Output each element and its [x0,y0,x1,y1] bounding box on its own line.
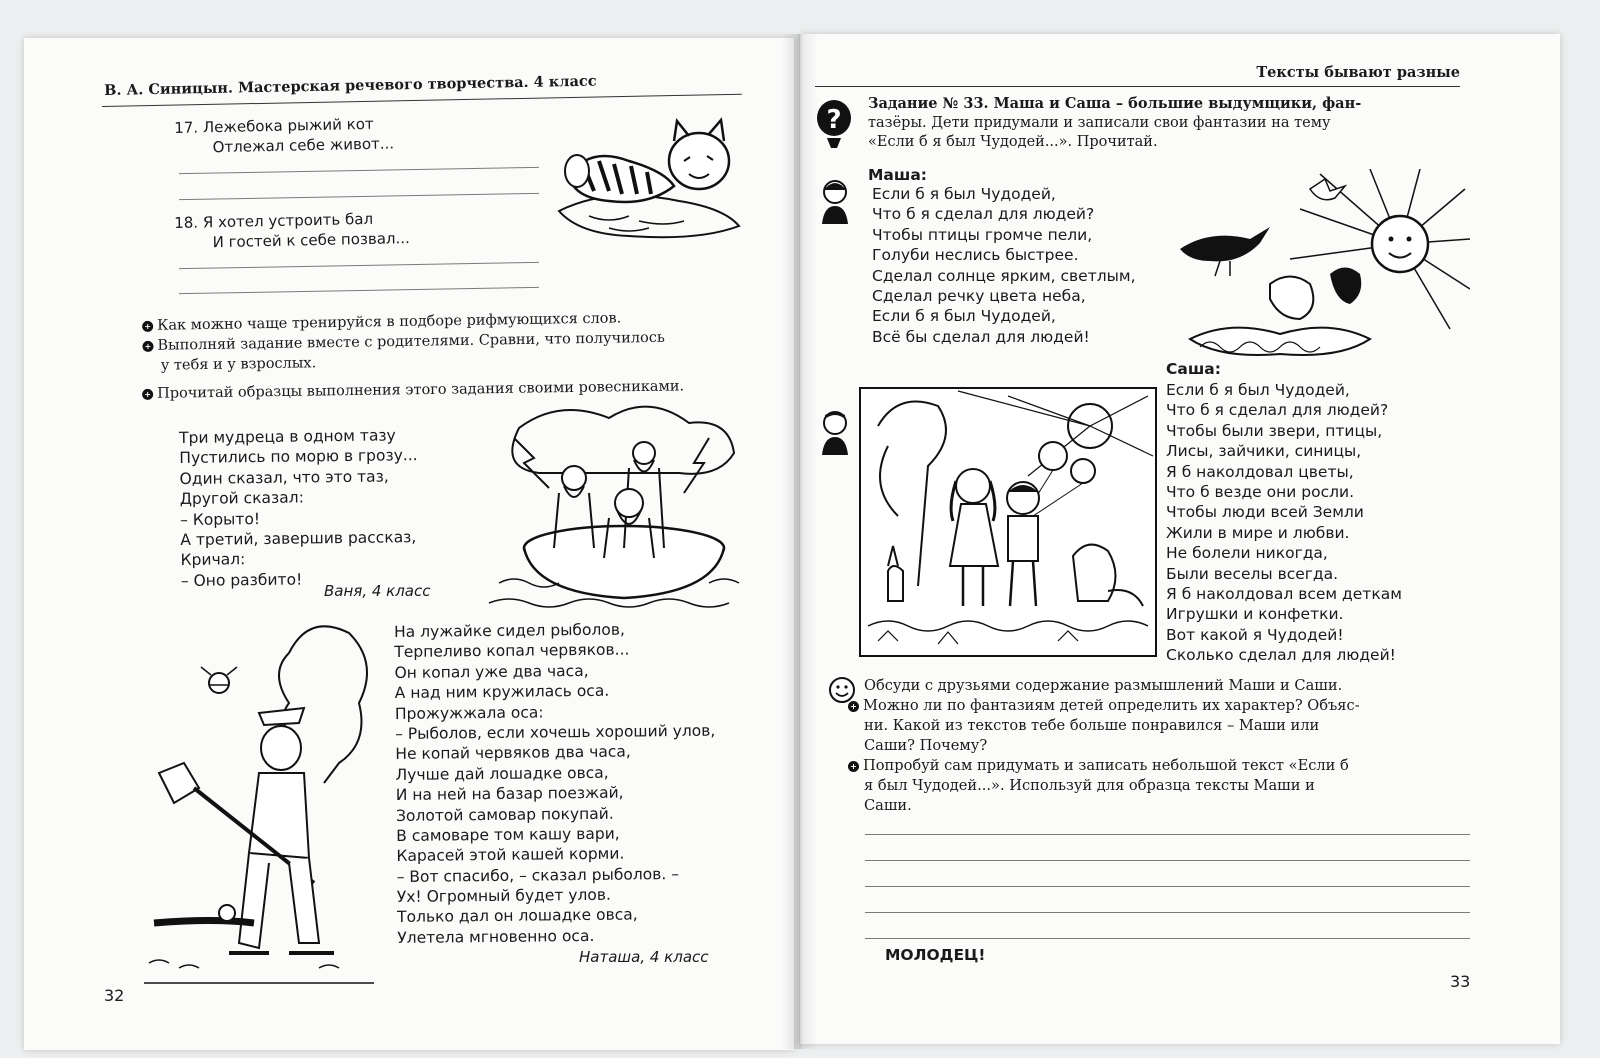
poem-line: И на ней на базар поезжай, [395,783,624,805]
right-page [800,34,1560,1044]
sasha-poem [1166,380,1402,665]
item-17-line: Лежебока рыжий кот [202,114,374,137]
task-33-text: «Если б я был Чудодей...». Прочитай. [868,134,1158,150]
poem-line: – Вот спасибо, – сказал рыболов. – [396,864,680,886]
poem-line: На лужайке сидел рыболов, [394,620,625,641]
poem-line: Всё бы сделал для людей! [872,327,1090,346]
poem-line: Голуби неслись быстрее. [872,246,1079,265]
poem-line: Были веселы всегда. [1166,564,1339,583]
item-18-line: Я хотел устроить бал [202,209,374,232]
bullet-icon: + [848,701,859,712]
poem-line: Не копай червяков два часа, [395,742,631,764]
answer-line[interactable] [179,167,539,174]
poem-line: Чтобы птицы громче пели, [872,225,1093,244]
bullet-icon: + [142,321,153,332]
tip-text: у тебя и у взрослых. [160,355,317,374]
poem-line: Я б наколдовал цветы, [1166,462,1354,481]
poem-line: В самоваре том кашу вари, [396,824,620,845]
poem-natasha [394,619,718,949]
masha-avatar [818,178,852,226]
poem-line: – Корыто! [180,509,261,529]
writing-line[interactable] [865,834,1470,835]
item-18 [174,208,410,253]
task-33-text: тазёры. Дети придумали и записали свои фантазии на тему [868,115,1331,131]
poem-line: Карасей этой кашей корми. [396,844,625,866]
writing-line[interactable] [865,860,1470,861]
poem-line: Лисы, зайчики, синицы, [1166,442,1362,461]
running-header-left: В. А. Синицын. Мастерская речевого творчества. 4 класс [104,72,597,99]
bullet-icon: + [142,389,153,400]
poem-line: Терпеливо копал червяков... [394,640,630,662]
writing-line[interactable] [865,938,1470,939]
left-page [24,38,794,1050]
poem-natasha-author: Наташа, 4 класс [579,948,709,966]
discussion-text: я был Чудодей...». Используй для образца тексты Маши и [864,777,1315,794]
running-header-right: Тексты бывают разные [1256,64,1460,81]
question-head-icon [815,98,853,152]
answer-line[interactable] [179,262,539,269]
poem-line: – Оно разбито! [180,570,303,590]
poem-line: Что б я сделал для людей? [872,205,1095,224]
poem-line: Что б везде они росли. [1166,482,1355,501]
three-sages-in-basin-illustration [479,398,764,618]
poem-line: Кричал: [180,550,246,570]
poem-line: Пустились по морю в грозу... [179,446,418,468]
poem-line: Ух! Огромный будет улов. [396,885,612,907]
discussion-text: Саши? Почему? [864,737,988,754]
task-33-text: Задание № 33. Маша и Саша – большие выдумщики, фан- [868,95,1362,112]
masha-poem [872,184,1136,347]
poem-line: Если б я был Чудодей, [872,185,1056,203]
poem-line: Чтобы были звери, птицы, [1166,421,1383,440]
discussion-text: Можно ли по фантазиям детей определить их характер? Объяс- [863,697,1360,714]
lazy-cat-illustration [549,116,749,246]
page-number-right: 33 [1450,972,1471,991]
poem-line: Вот какой я Чудодей! [1166,625,1344,644]
item-17-line: Отлежал себе живот... [212,134,395,157]
poem-line: Золотой самовар покупай. [395,804,614,825]
tips-block [142,308,665,376]
fisherman-digging-illustration [139,613,389,998]
discussion-text: Обсуди с друзьями содержание размышлений Маши и Саши. [864,677,1343,694]
tip-text: Как можно чаще тренируйся в подборе рифмующихся слов. [157,310,622,334]
poem-line: Я б наколдовал всем деткам [1166,584,1402,603]
masha-name: Маша: [868,166,928,184]
tip-text: Выполняй задание вместе с родителями. Сравни, что получилось [157,329,665,354]
poem-line: Один сказал, что это таз, [179,467,389,488]
poem-vanya [179,425,419,591]
writing-line[interactable] [865,886,1470,887]
item-17-number: 17. [174,118,199,137]
poem-line: Если б я был Чудодей, [872,307,1056,326]
read-samples-text: Прочитай образцы выполнения этого задания своими ровесниками. [157,378,685,402]
poem-line: Три мудреца в одном тазу [179,426,396,447]
sasha-name: Саша: [1166,360,1221,378]
children-in-park-illustration [858,386,1158,658]
poem-line: Улетела мгновенно оса. [397,926,595,947]
poem-line: Только дал он лошадке овса, [396,905,638,927]
discussion-text: Саши. [864,797,912,814]
writing-line[interactable] [865,912,1470,913]
poem-line: Что б я сделал для людей? [1166,401,1389,420]
poem-line: Сколько сделал для людей! [1166,646,1396,665]
discussion-block [848,676,1360,816]
item-17 [174,113,394,158]
answer-line[interactable] [179,193,539,200]
poem-vanya-author: Ваня, 4 класс [324,582,431,600]
page-number-left: 32 [104,986,125,1005]
poem-line: Жили в мире и любви. [1166,523,1350,542]
poem-line: Прожужжала оса: [394,703,544,723]
poem-line: Чтобы люди всей Земли [1166,503,1364,522]
item-18-line: И гостей к себе позвал... [212,229,410,252]
bullet-icon: + [142,341,153,352]
svg-text:?: ? [826,105,842,135]
poem-line: Если б я был Чудодей, [1166,381,1350,399]
poem-line: Другой сказал: [179,488,304,509]
poem-line: Игрушки и конфетки. [1166,605,1344,624]
answer-line[interactable] [179,287,539,294]
well-done-text: МОЛОДЕЦ! [885,946,986,964]
poem-line: А третий, завершив рассказ, [180,528,417,549]
task-33 [868,94,1361,152]
item-18-number: 18. [174,213,199,232]
poem-line: – Рыболов, если хочешь хороший улов, [395,721,716,743]
bullet-icon: + [848,761,859,772]
poem-line: Лучше дай лошадке овса, [395,763,609,784]
poem-line: Сделал речку цвета неба, [872,286,1086,305]
poem-line: Он копал уже два часа, [394,661,589,682]
discussion-text: Попробуй сам придумать и записать небольшой текст «Если б [863,757,1349,774]
poem-line: А над ним кружилась оса. [394,681,610,703]
poem-line: Не болели никогда, [1166,544,1328,563]
discussion-text: ни. Какой из текстов тебе больше понравился – Маши или [864,717,1320,734]
sasha-avatar [818,409,852,457]
sun-and-birds-illustration [1170,169,1470,369]
poem-line: Сделал солнце ярким, светлым, [872,266,1136,285]
header-rule-right [815,86,1460,87]
